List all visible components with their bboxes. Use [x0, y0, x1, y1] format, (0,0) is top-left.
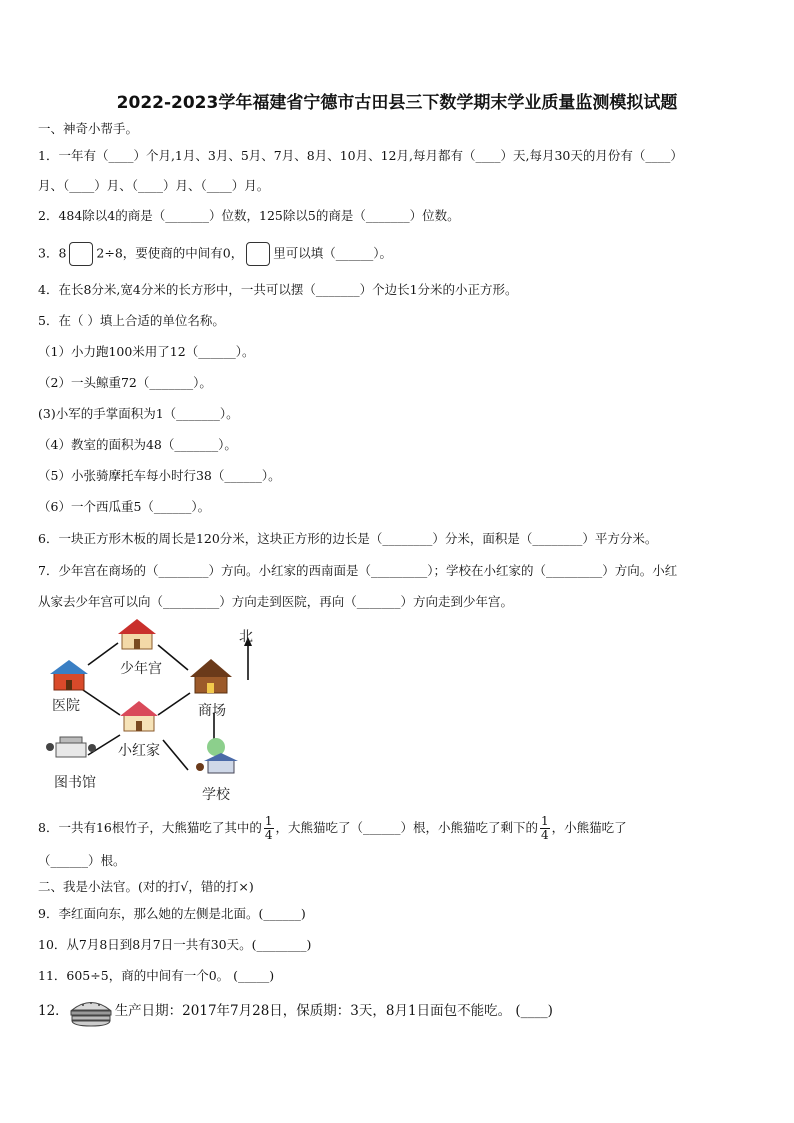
- question-8-part-b: ，大熊猫吃了（______）根，小熊猫吃了剩下的: [275, 820, 539, 835]
- question-1-line-1: 1．一年有（____）个月,1月、3月、5月、7月、8月、10月、12月,每月都有（____）天,每月30天的月份有（____）: [38, 148, 683, 163]
- school-icon: [196, 738, 238, 773]
- direction-map: [38, 615, 278, 810]
- question-12: [38, 996, 553, 1027]
- fraction-one-quarter: [264, 815, 274, 842]
- north-label: 北: [239, 629, 253, 645]
- question-12-number: 12．: [38, 1003, 69, 1019]
- hospital-icon: [50, 660, 88, 690]
- question-10: 10．从7月8日到8月7日一共有30天。(________): [38, 937, 312, 952]
- fraction-numerator: 1: [541, 814, 549, 828]
- youth-palace-icon: [118, 619, 156, 649]
- question-8: [38, 815, 627, 842]
- question-3-part-b: 2÷8，要使商的中间有0，: [96, 245, 244, 261]
- question-3-part-a: 3．8: [38, 245, 67, 261]
- fraction-numerator: 1: [264, 814, 273, 828]
- question-5-3: (3)小军的手掌面积为1（_______）。: [38, 406, 239, 421]
- question-7-line-1: 7．少年宫在商场的（________）方向。小红家的西南面是（_________）；学校在小红家的（_________）方向。小红: [38, 563, 678, 578]
- bread-icon: [69, 997, 113, 1027]
- question-8-line-2: （______）根。: [38, 853, 126, 868]
- question-1-line-2: 月、（____）月、（____）月、（____）月。: [38, 178, 270, 193]
- question-5-6: （6）一个西瓜重5（______）。: [38, 499, 211, 514]
- home-label: 小红家: [118, 743, 160, 759]
- section-2-heading: 二、我是小法官。(对的打√，错的打×): [38, 879, 254, 894]
- question-2: 2．484除以4的商是（_______）位数，125除以5的商是（_______）位数。: [38, 208, 460, 223]
- home-icon: [120, 701, 158, 731]
- question-5-4: （4）教室的面积为48（_______）。: [38, 437, 237, 452]
- question-7-line-2: 从家去少年宫可以向（_________）方向走到医院，再向（_______）方向走到少年宫。: [38, 594, 514, 609]
- question-5-5: （5）小张骑摩托车每小时行38（______）。: [38, 468, 281, 483]
- school-label: 学校: [202, 787, 230, 803]
- question-5-2: （2）一头鲸重72（_______）。: [38, 375, 212, 390]
- youth-palace-label: 少年宫: [120, 661, 162, 677]
- question-8-part-a: 8．一共有16根竹子，大熊猫吃了其中的: [38, 820, 262, 835]
- question-3-part-c: 里可以填（______）。: [273, 245, 393, 261]
- question-12-text: 生产日期：2017年7月28日，保质期：3天，8月1日面包不能吃。 (____): [114, 1003, 553, 1019]
- section-1-heading: 一、神奇小帮手。: [38, 121, 139, 136]
- question-3: [38, 242, 392, 266]
- question-5-1: （1）小力跑100米用了12（______）。: [38, 344, 255, 359]
- fraction-denominator: 4: [541, 828, 549, 842]
- fraction-one-quarter: [540, 815, 550, 842]
- hospital-label: 医院: [52, 698, 80, 714]
- question-4: 4．在长8分米,宽4分米的长方形中，一共可以摆（_______）个边长1分米的小正方形。: [38, 282, 518, 297]
- question-5: 5．在（ ）填上合适的单位名称。: [38, 313, 225, 328]
- library-label: 图书馆: [54, 775, 96, 791]
- mall-label: 商场: [198, 703, 226, 719]
- question-11: 11．605÷5，商的中间有一个0。 (_____): [38, 968, 275, 983]
- digit-box[interactable]: [246, 242, 270, 266]
- page-title: 2022-2023学年福建省宁德市古田县三下数学期末学业质量监测模拟试题: [116, 93, 678, 113]
- question-8-part-c: ，小熊猫吃了: [551, 820, 627, 835]
- digit-box[interactable]: [69, 242, 93, 266]
- fraction-denominator: 4: [264, 828, 273, 842]
- question-6: 6．一块正方形木板的周长是120分米，这块正方形的边长是（________）分米，面积是（________）平方分米。: [38, 531, 658, 546]
- mall-icon: [190, 659, 232, 693]
- question-9: 9．李红面向东，那么她的左侧是北面。(______): [38, 906, 306, 921]
